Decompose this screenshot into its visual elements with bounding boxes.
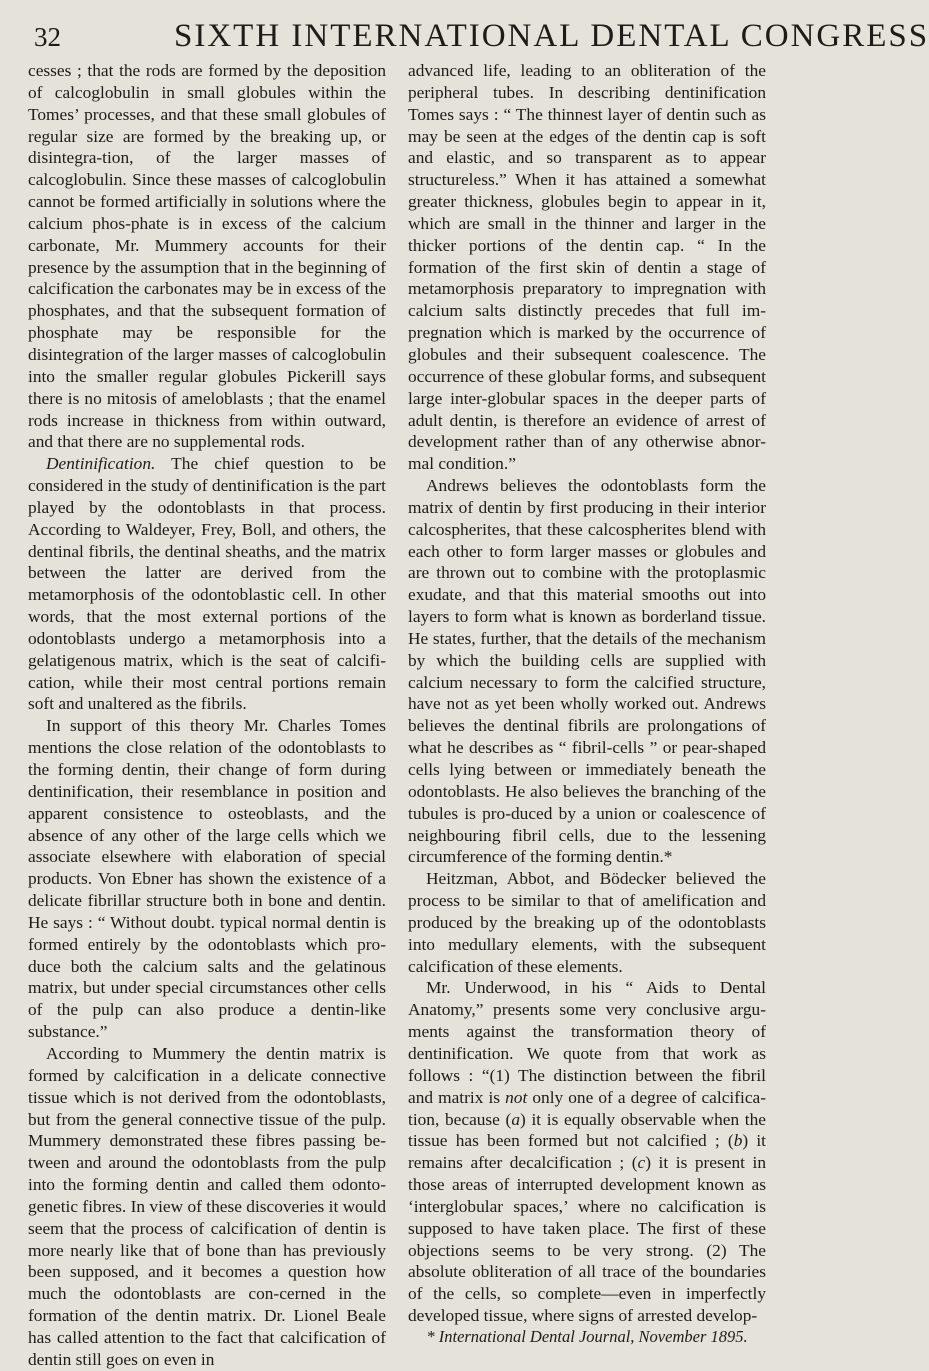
page-number: 32 [34,22,61,52]
footnote: * International Dental Journal, November 1895. [426,1326,748,1346]
list-letter-a: a [511,1109,521,1129]
left-paragraph-2-text: The chief question to be considered in the study of dentinification is the part played by the odontoblasts in that process. According to Waldeyer, Frey, Boll, and others, the dentinal fibrils, the dentinal sheaths, and the matrix between the latter are derived from the metamorphosis of the odontoblastic cell. In other words, that the most external portions of the odontoblasts undergo a metamorphosis into a gelatigenous matrix, which is the seat of calcifi-cation, while their most central portions remain soft and unaltered as the fibrils. [28,454,386,714]
right-paragraph-4-part-c: ) it is equally observable when the tissue has been formed but not calcified ; ( [408,1109,766,1151]
right-paragraph-4-part-b: only one of a degree of calcifica-tion, because ( [408,1087,766,1129]
right-paragraph-4-part-a: Mr. Underwood, in his “ Aids to Dental Anatomy,” presents some very conclusive argu-ments against the transformation theory of dentinification. We quote from that work as follows : “(1) The distinction between the fibril and matrix is [408,978,766,1107]
list-letter-b: b [733,1131,743,1151]
left-paragraph-1: cesses ; that the rods are formed by the deposition of calcoglobulin in small globules within the Tomes’ processes, and that these small globules of regular size are formed by the breaking up, or disintegra-tion, of the larger masses of calcoglobulin. Since these masses of calcoglobulin cannot be formed artificially in solutions where the calcium phos-phate is in excess of the calcium carbonate, Mr. Mummery accounts for their presence by the assumption that in the beginning of calcification the carbonates may be in excess of the phosphates, and that the subsequent formation of phosphate may be responsible for the disintegration of the larger masses of calcoglobulin into the smaller regular globules Pickerill says there is no mitosis of ameloblasts ; that the enamel rods increase in thickness from within outward, and that there are no supplemental rods. [28,61,386,452]
list-letter-c: c [637,1153,646,1173]
right-paragraph-3: Heitzman, Abbot, and Bödecker believed the process to be similar to that of amelification and produced by the breaking up of the odontoblasts into medullary elements, with the subsequent calcification of these elements. [408,869,766,976]
left-paragraph-3: In support of this theory Mr. Charles Tomes mentions the close relation of the odontoblasts to the forming dentin, their change of form during dentinification, their resemblance in position and apparent consistence to osteoblasts, and the absence of any other of the large cells which we associate elsewhere with elaboration of special products. Von Ebner has shown the existence of a delicate fibrillar structure both in bone and dentin. He says : “ Without doubt. typical normal dentin is formed entirely by the odontoblasts which pro-duce both the calcium salts and the gelatinous matrix, but under special circumstances other cells of the pulp can also produce a dentin-like substance.” [28,716,386,1042]
right-paragraph-4-part-d: ) it remains after decalcification ; ( [408,1131,766,1173]
left-paragraph-2 [28,453,386,715]
right-column [408,60,766,1347]
page-header [34,8,929,64]
right-paragraph-1: advanced life, leading to an obliteration of the peripheral tubes. In describing dentinification Tomes says : “ The thinnest layer of dentin such as may be seen at the edges of the dentin cap is soft and elastic, and so transparent as to appear structureless.” When it has attained a somewhat greater thickness, globules begin to appear in it, which are small in the thinner and larger in the thicker portions of the dentin cap. “ In the formation of the first skin of dentin a stage of metamorphosis preparatory to impregnation with calcium salts distinctly precedes that full im-pregnation which is marked by the occurrence of globules and their subsequent coalescence. The occurrence of these globular forms, and subsequent large inter-globular spaces in the deeper parts of adult dentin, is therefore an evidence of arrest of development rather than of any otherwise abnor-mal condition.” [408,61,766,474]
running-head: SIXTH INTERNATIONAL DENTAL CONGRESS [174,18,929,54]
emphasis-not: not [505,1087,528,1107]
left-column [28,60,386,1371]
right-paragraph-2: Andrews believes the odontoblasts form the matrix of dentin by first producing in their interior calcospherites, that these calcospherites blend with each other to form larger masses or globules and are thrown out to combine with the protoplasmic exudate, and that this material smooths out into layers to form what is known as borderland tissue. He states, further, that the details of the mechanism by which the building cells are supplied with calcium necessary to form the calcified structure, have not as yet been wholly worked out. Andrews believes the dentinal fibrils are prolongations of what he describes as “ fibril-cells ” or pear-shaped cells lying between or immediately beneath the odontoblasts. He also believes the branching of the tubules is pro-duced by a union or coalescence of neighbouring fibril cells, due to the lessening circumference of the forming dentin.* [408,476,766,867]
section-heading-dentinification: Dentinification. [46,454,156,474]
right-paragraph-4-part-e: ) it is present in those areas of interrupted development known as ‘interglobular spaces,’ where no calcification is supposed to have taken place. The first of these objections seems to be very strong. (2) The absolute obliteration of all trace of the boundaries of the cells, so complete—even in imperfectly developed tissue, where signs of arrested develop- [408,1153,766,1326]
left-paragraph-4: According to Mummery the dentin matrix is formed by calcification in a delicate connective tissue which is not derived from the odontoblasts, but from the general connective tissue of the pulp. Mummery demonstrated these fibres passing be-tween and around the odontoblasts from the pulp into the forming dentin and called them odonto-genetic fibres. In view of these discoveries it would seem that the process of calcification of dentin is more nearly like that of bone than has previously been supposed, and it becomes a question how much the odontoblasts are con-cerned in the formation of the dentin matrix. Dr. Lionel Beale has called attention to the fact that calcification of dentin still goes on even in [28,1043,386,1369]
right-paragraph-4 [408,977,766,1327]
